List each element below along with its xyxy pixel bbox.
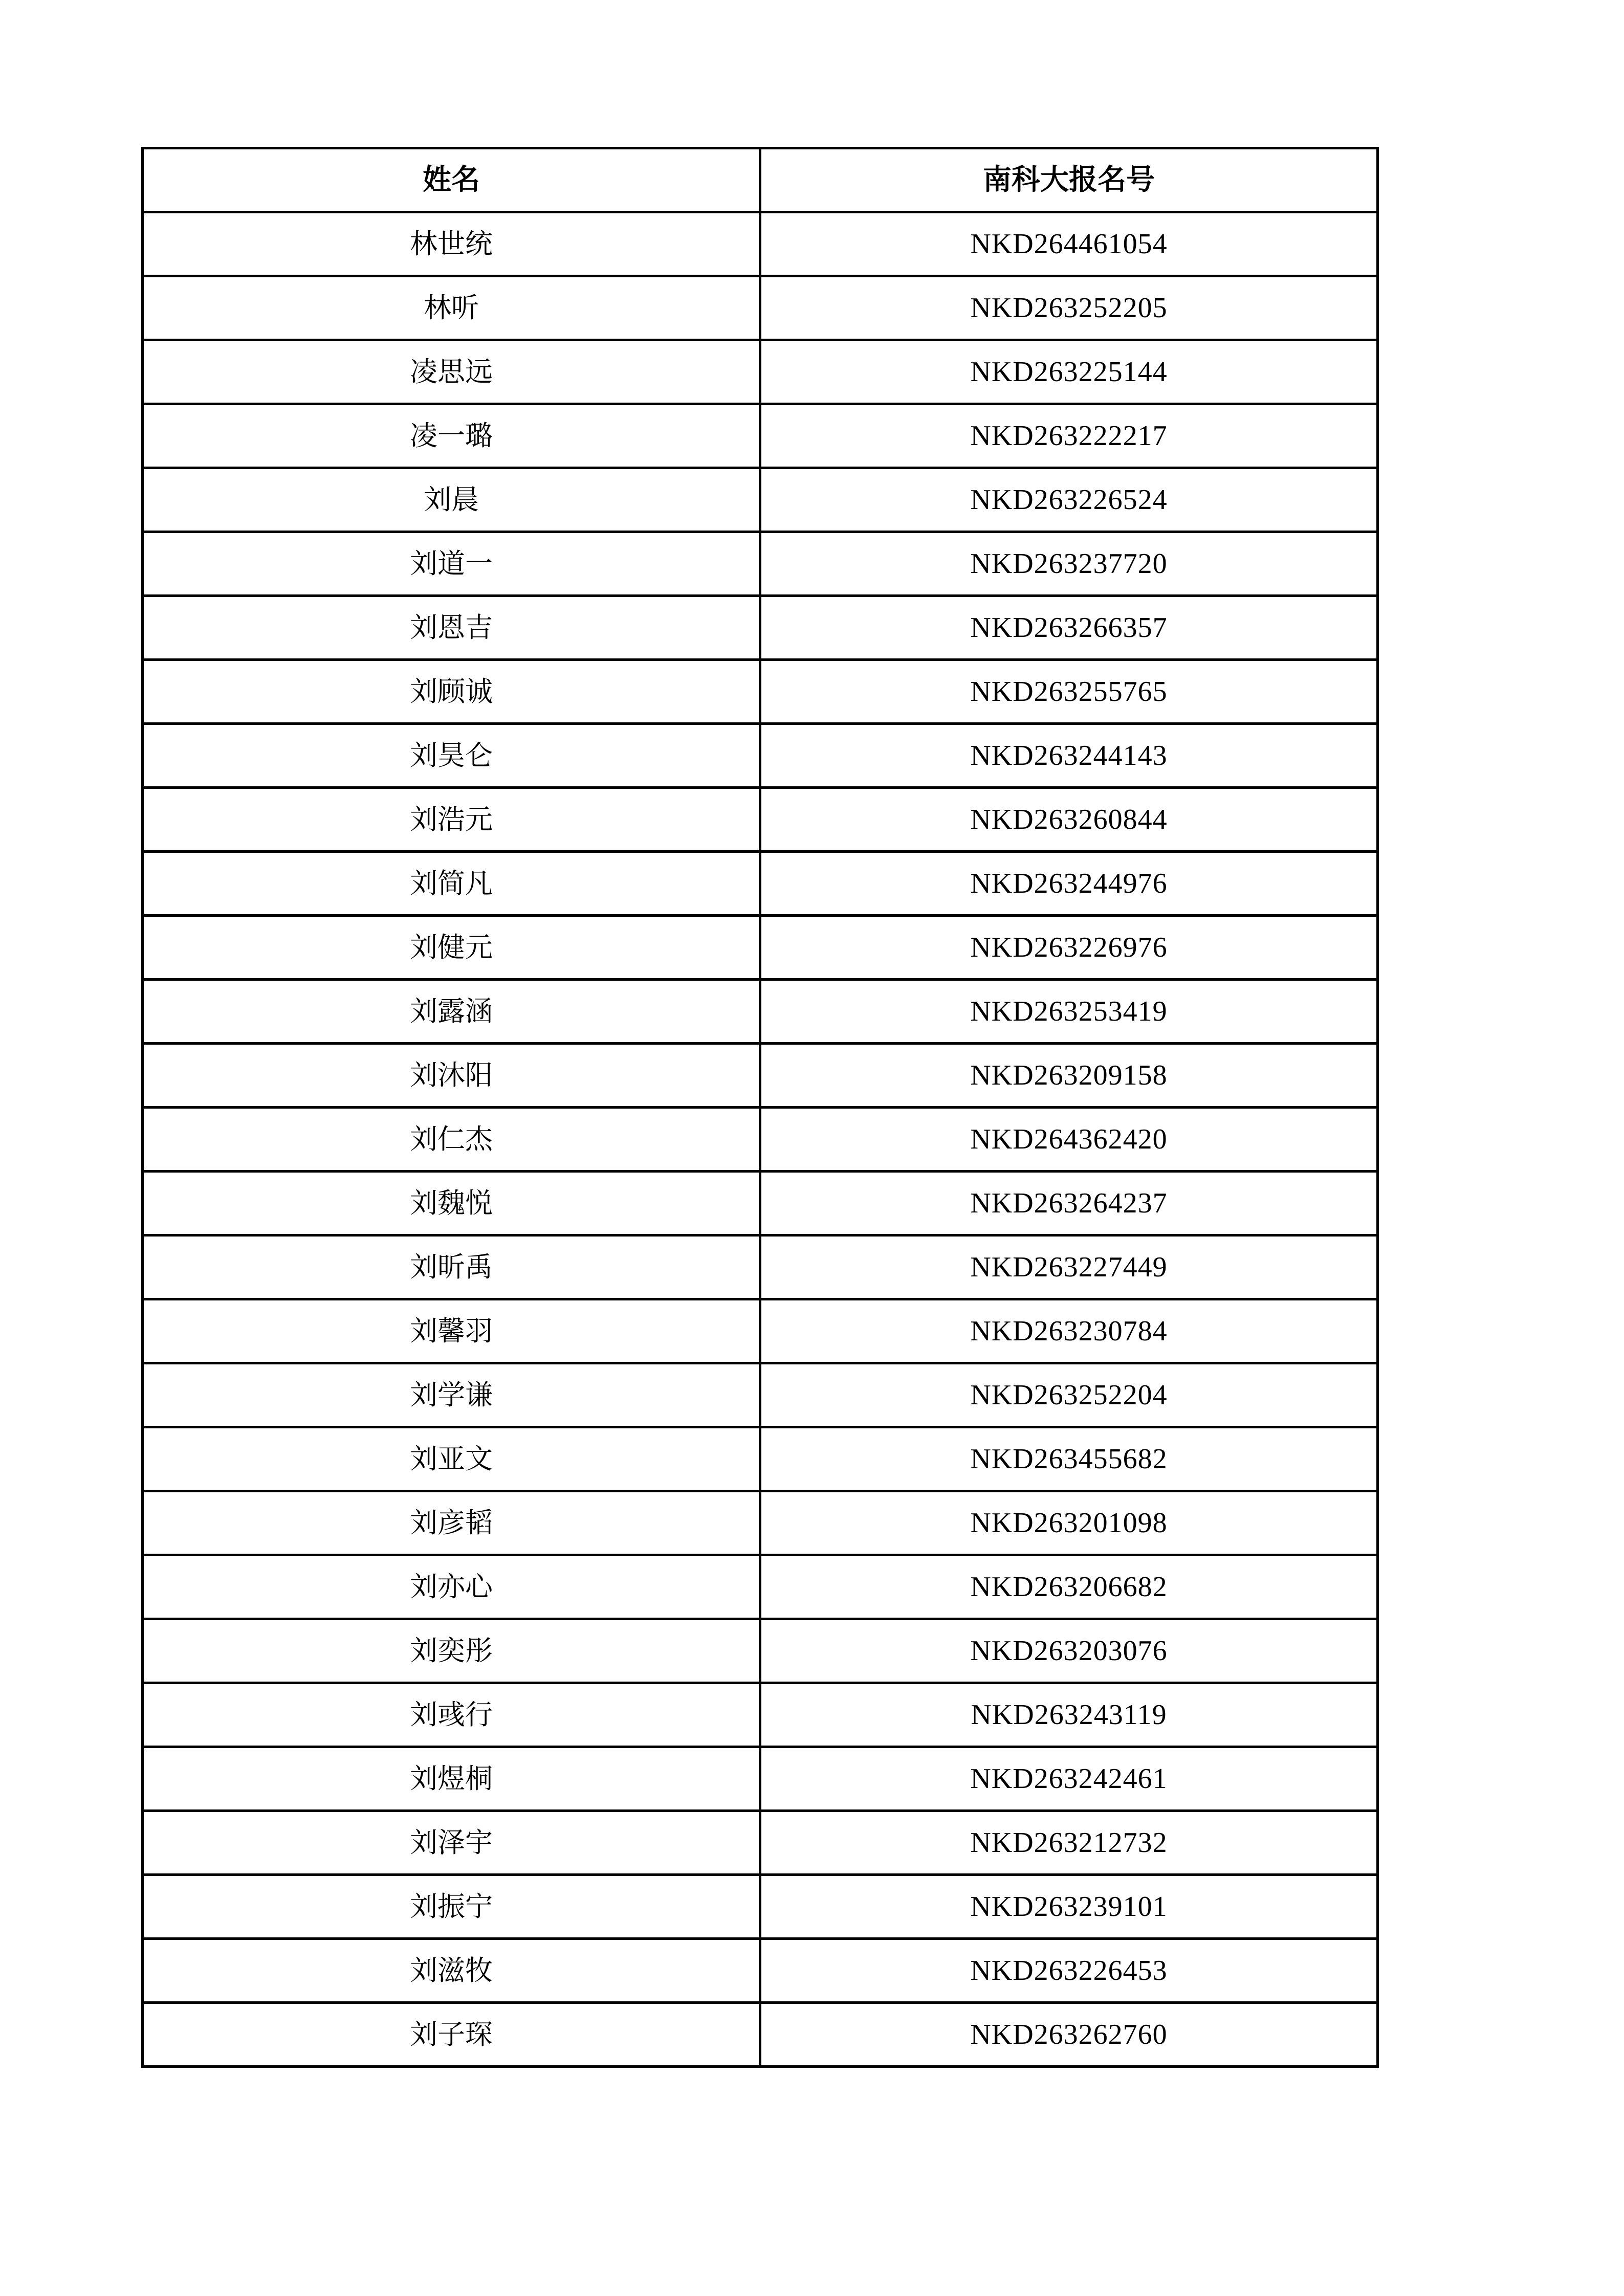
name-cell: 凌思远 (143, 340, 760, 404)
registration-number-cell: NKD263230784 (760, 1299, 1378, 1363)
registration-number-cell: NKD263226524 (760, 468, 1378, 532)
name-cell: 刘煜桐 (143, 1747, 760, 1811)
table-row (143, 660, 1378, 724)
table-row (143, 1044, 1378, 1108)
name-cell: 刘健元 (143, 916, 760, 980)
table-row (143, 1235, 1378, 1299)
name-cell: 林世统 (143, 212, 760, 276)
registration-number-cell: NKD263253419 (760, 980, 1378, 1044)
registration-number-cell: NKD263242461 (760, 1747, 1378, 1811)
name-cell: 刘子琛 (143, 2003, 760, 2067)
registration-number-cell: NKD263252205 (760, 276, 1378, 340)
table-row (143, 212, 1378, 276)
name-cell: 刘沐阳 (143, 1044, 760, 1108)
table-row (143, 1939, 1378, 2003)
registration-number-cell: NKD263262760 (760, 2003, 1378, 2067)
table-row (143, 788, 1378, 852)
column-header-reg-no: 南科大报名号 (760, 148, 1378, 212)
name-cell: 刘亦心 (143, 1555, 760, 1619)
name-cell: 刘魏悦 (143, 1172, 760, 1235)
name-cell: 刘振宁 (143, 1875, 760, 1939)
registration-number-cell: NKD263244143 (760, 724, 1378, 788)
name-cell: 凌一璐 (143, 404, 760, 468)
name-cell: 刘亚文 (143, 1427, 760, 1491)
name-cell: 刘恩吉 (143, 596, 760, 660)
registration-number-cell: NKD263252204 (760, 1363, 1378, 1427)
registration-number-cell: NKD263239101 (760, 1875, 1378, 1939)
name-cell: 刘露涵 (143, 980, 760, 1044)
registration-number-cell: NKD263226976 (760, 916, 1378, 980)
name-cell: 刘馨羽 (143, 1299, 760, 1363)
table-row (143, 1747, 1378, 1811)
table-row (143, 596, 1378, 660)
registration-number-cell: NKD263222217 (760, 404, 1378, 468)
table-row (143, 1555, 1378, 1619)
table-row (143, 340, 1378, 404)
table-row (143, 468, 1378, 532)
registration-number-cell: NKD263203076 (760, 1619, 1378, 1683)
registration-number-cell: NKD263227449 (760, 1235, 1378, 1299)
name-cell: 刘昕禹 (143, 1235, 760, 1299)
registration-number-cell: NKD263455682 (760, 1427, 1378, 1491)
column-header-name: 姓名 (143, 148, 760, 212)
registration-number-cell: NKD263226453 (760, 1939, 1378, 2003)
table-row (143, 1491, 1378, 1555)
table-body (143, 212, 1378, 2067)
name-cell: 刘昊仑 (143, 724, 760, 788)
roster-table (141, 147, 1379, 2068)
table-row (143, 724, 1378, 788)
registration-number-cell: NKD263244976 (760, 852, 1378, 916)
name-cell: 林听 (143, 276, 760, 340)
name-cell: 刘学谦 (143, 1363, 760, 1427)
name-cell: 刘道一 (143, 532, 760, 596)
header-row (143, 148, 1378, 212)
table-row (143, 852, 1378, 916)
name-cell: 刘彦韬 (143, 1491, 760, 1555)
name-cell: 刘奕彤 (143, 1619, 760, 1683)
name-cell: 刘顾诚 (143, 660, 760, 724)
name-cell: 刘浩元 (143, 788, 760, 852)
name-cell: 刘彧行 (143, 1683, 760, 1747)
table-row (143, 1811, 1378, 1875)
registration-number-cell: NKD263264237 (760, 1172, 1378, 1235)
registration-number-cell: NKD263237720 (760, 532, 1378, 596)
name-cell: 刘简凡 (143, 852, 760, 916)
table-row (143, 2003, 1378, 2067)
table-row (143, 980, 1378, 1044)
registration-number-cell: NKD263266357 (760, 596, 1378, 660)
registration-number-cell: NKD263225144 (760, 340, 1378, 404)
table-row (143, 1427, 1378, 1491)
table-row (143, 1299, 1378, 1363)
registration-number-cell: NKD263243119 (760, 1683, 1378, 1747)
registration-number-cell: NKD264461054 (760, 212, 1378, 276)
name-cell: 刘泽宇 (143, 1811, 760, 1875)
registration-number-cell: NKD263255765 (760, 660, 1378, 724)
registration-number-cell: NKD263201098 (760, 1491, 1378, 1555)
table-row (143, 1108, 1378, 1172)
registration-number-cell: NKD264362420 (760, 1108, 1378, 1172)
registration-number-cell: NKD263212732 (760, 1811, 1378, 1875)
registration-number-cell: NKD263260844 (760, 788, 1378, 852)
name-cell: 刘滋牧 (143, 1939, 760, 2003)
table-row (143, 1363, 1378, 1427)
table-row (143, 404, 1378, 468)
table-header (143, 148, 1378, 212)
table-row (143, 532, 1378, 596)
name-cell: 刘仁杰 (143, 1108, 760, 1172)
table-row (143, 1875, 1378, 1939)
registration-number-cell: NKD263209158 (760, 1044, 1378, 1108)
table-row (143, 1683, 1378, 1747)
name-cell: 刘晨 (143, 468, 760, 532)
table-row (143, 1172, 1378, 1235)
table-row (143, 1619, 1378, 1683)
registration-number-cell: NKD263206682 (760, 1555, 1378, 1619)
table-row (143, 916, 1378, 980)
table-row (143, 276, 1378, 340)
